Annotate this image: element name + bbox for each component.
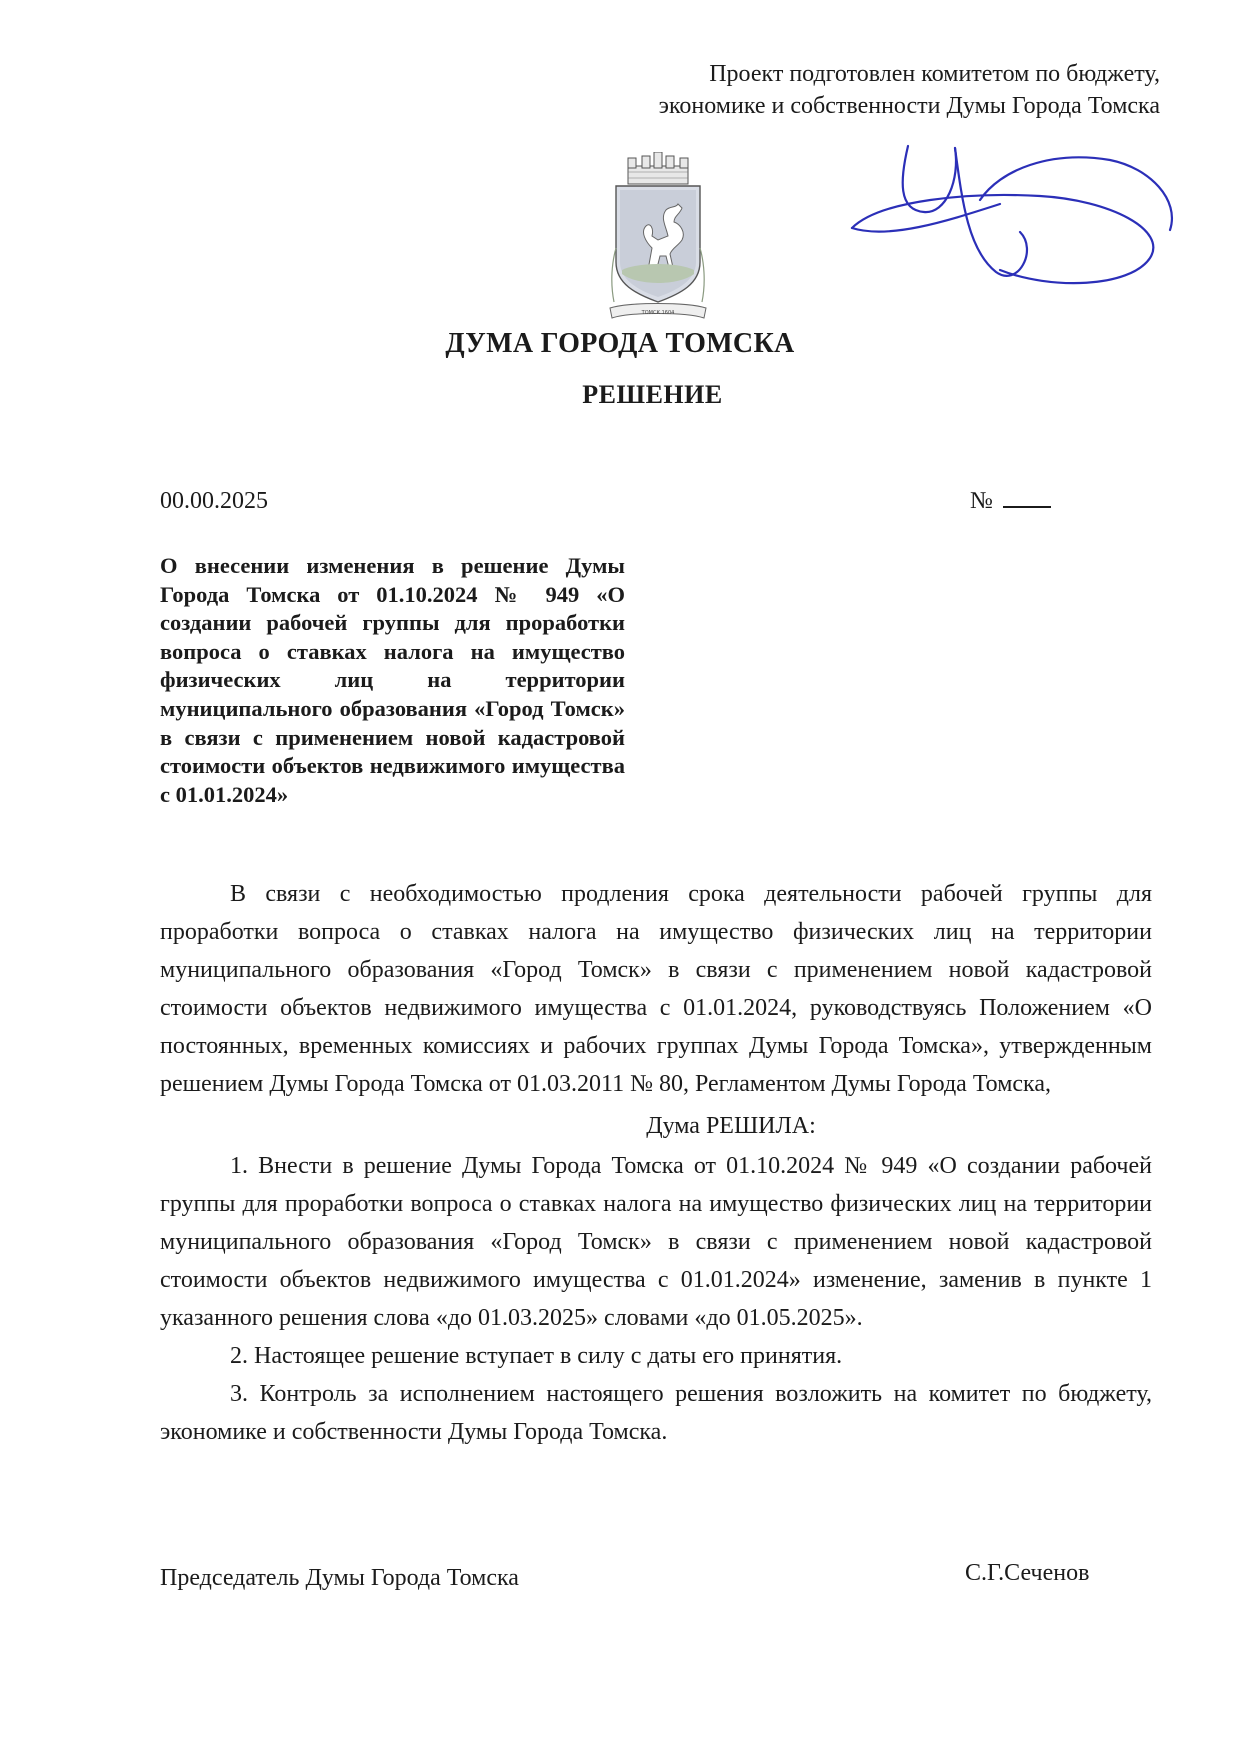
chair-title: Председатель Думы Города Томска	[160, 1565, 519, 1591]
item-1: 1. Внести в решение Думы Города Томска от 01.10.2024 № 949 «О создании рабочей группы для проработки вопроса о ставках налога на имущество физических лиц на территории муниципального образования «Город Томск» в связи с применением новой кадастровой стоимости объектов недвижимого имущества с 01.01.2024» изменение, заменив в пункте 1 указанного решения слова «до 01.03.2025» словами «до 01.05.2025».	[160, 1153, 1152, 1331]
preamble-paragraph: В связи с необходимостью продления срока деятельности рабочей группы для проработки вопроса о ставках налога на имущество физических лиц на территории муниципального образования «Город Томск» в связи с применением новой кадастровой стоимости объектов недвижимого имущества с 01.01.2024, руководствуясь Положением «О постоянных, временных комиссиях и рабочих группах Думы Города Томска», утвержденным решением Думы Города Томска от 01.03.2011 № 80, Регламентом Думы Города Томска,	[160, 881, 1152, 1097]
decision-date: 00.00.2025	[160, 488, 268, 514]
prepared-by-line-2: экономике и собственности Думы Города Томска	[658, 93, 1160, 119]
handwritten-signature-icon	[850, 140, 1195, 300]
document-type: РЕШЕНИЕ	[582, 380, 723, 409]
decision-subject: О внесении изменения в решение Думы Города Томска от 01.10.2024 № 949 «О создании рабочей группы для проработки вопроса о ставках налога на имущество физических лиц на территории муниципального образования «Город Томск» в связи с применением новой кадастровой стоимости объектов недвижимого имущества с 01.01.2024»	[160, 553, 625, 807]
organization-title: ДУМА ГОРОДА ТОМСКА	[445, 328, 795, 359]
svg-text:ТОМСК 1604: ТОМСК 1604	[641, 310, 675, 316]
chair-name: С.Г.Сеченов	[965, 1560, 1090, 1586]
resolved-heading: Дума РЕШИЛА:	[646, 1113, 816, 1139]
number-blank	[1003, 484, 1051, 508]
decision-number	[970, 484, 1051, 515]
number-sign: №	[970, 488, 993, 514]
decision-body	[160, 875, 1152, 1451]
prepared-by-line-1: Проект подготовлен комитетом по бюджету,	[709, 61, 1160, 87]
tomsk-coat-of-arms-icon	[608, 152, 708, 327]
prepared-by-note	[540, 58, 1160, 122]
item-2: 2. Настоящее решение вступает в силу с даты его принятия.	[230, 1343, 843, 1369]
item-3: 3. Контроль за исполнением настоящего решения возложить на комитет по бюджету, экономике и собственности Думы Города Томска.	[160, 1381, 1152, 1445]
